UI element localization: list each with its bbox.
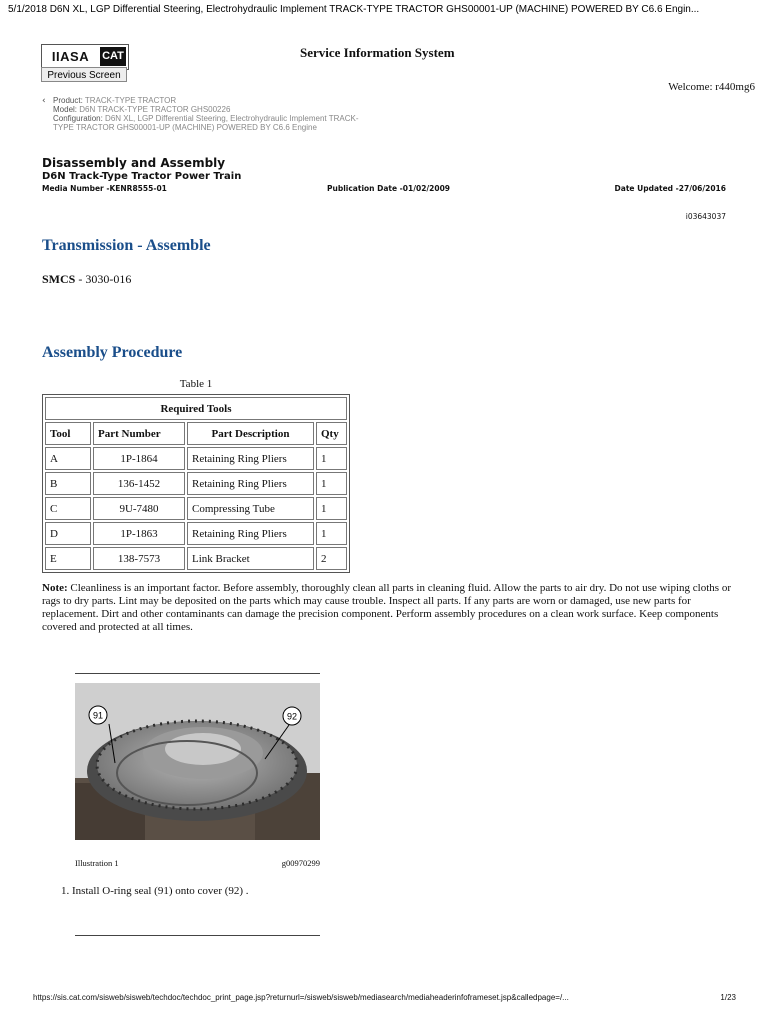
site-title: Service Information System [300,45,455,60]
table-row [45,447,347,470]
breadcrumb [42,96,362,132]
section-title: Transmission - Assemble [42,237,211,254]
illustration-id: g00970299 [281,858,320,868]
previous-screen-button[interactable]: Previous Screen [41,67,127,82]
illustration-photo [75,683,320,840]
table-row [45,497,347,520]
qty-cell: 1 [316,472,347,495]
cleanliness-note [42,582,732,634]
table-title: Required Tools [45,397,347,420]
tool-cell: C [45,497,91,520]
column-header: Part Number [93,422,185,445]
procedure-steps [42,885,472,897]
document-subheading: D6N Track-Type Tractor Power Train [42,171,242,182]
iiasa-logo-text: IIASA [51,49,90,64]
procedure-title: Assembly Procedure [42,344,183,361]
part-description-cell: Compressing Tube [187,497,314,520]
required-tools-table [42,394,350,573]
cat-logo: CAT [100,47,126,66]
model-label: Model: [53,105,78,114]
configuration-value: D6N XL, LGP Differential Steering, Electrohydraulic Implement TRACK-TYPE TRACTOR GHS00001-UP (MACHINE) POWERED BY C6.6 Engine [53,114,359,132]
part-description-cell: Retaining Ring Pliers [187,472,314,495]
table-caption: Table 1 [179,378,213,390]
qty-cell: 1 [316,497,347,520]
smcs-label: SMCS [42,272,76,286]
model-value: D6N TRACK-TYPE TRACTOR GHS00226 [79,105,231,114]
divider [75,935,320,936]
document-id: i03643037 [685,212,726,221]
procedure-step: 1. Install O-ring seal (91) onto cover (92) . [72,885,472,897]
table-row [45,522,347,545]
part-description-cell: Link Bracket [187,547,314,570]
page-number: 1/23 [720,993,736,1002]
part-number-cell: 1P-1864 [93,447,185,470]
column-header: Qty [316,422,347,445]
table-row [45,547,347,570]
qty-cell: 1 [316,447,347,470]
configuration-label: Configuration: [53,114,103,123]
illustration-label: Illustration 1 [75,858,119,868]
part-number-cell: 9U-7480 [93,497,185,520]
date-updated: Date Updated -27/06/2016 [614,184,726,193]
document-heading: Disassembly and Assembly [42,156,226,170]
column-header: Part Description [187,422,314,445]
part-description-cell: Retaining Ring Pliers [187,447,314,470]
tool-cell: A [45,447,91,470]
print-header: 5/1/2018 D6N XL, LGP Differential Steering, Electrohydraulic Implement TRACK-TYPE TRACTOR GHS00001-UP (MACHINE) POWERED BY C6.6 Engin... [8,4,700,15]
footer-url: https://sis.cat.com/sisweb/sisweb/techdoc/techdoc_print_page.jsp?returnurl=/sisweb/sisweb/mediasearch/mediaheaderinfoframeset.jsp&calledpage=/... [33,993,569,1002]
qty-cell: 2 [316,547,347,570]
part-number-cell: 138-7573 [93,547,185,570]
publication-date: Publication Date -01/02/2009 [327,184,451,193]
smcs-code [42,272,131,287]
table-header-row [45,422,347,445]
column-header: Tool [45,422,91,445]
callout-91: 91 [92,710,104,721]
table-row [45,472,347,495]
part-number-cell: 1P-1863 [93,522,185,545]
product-label: Product: [53,96,83,105]
qty-cell: 1 [316,522,347,545]
part-number-cell: 136-1452 [93,472,185,495]
part-description-cell: Retaining Ring Pliers [187,522,314,545]
divider [75,673,320,674]
tool-cell: B [45,472,91,495]
welcome-text: Welcome: r440mg6 [668,81,755,93]
tool-cell: D [45,522,91,545]
product-value: TRACK-TYPE TRACTOR [84,96,177,105]
smcs-value: - 3030-016 [75,272,132,286]
media-number: Media Number -KENR8555-01 [42,184,167,193]
note-label: Note: [42,582,68,594]
tool-cell: E [45,547,91,570]
callout-92: 92 [286,711,298,722]
chevron-left-icon[interactable]: ‹ [42,96,46,106]
note-text: Cleanliness is an important factor. Before assembly, thoroughly clean all parts in cleaning fluid. Allow the parts to air dry. Do not use wiping cloths or rags to dry parts. Lint may be deposited on the parts which may cause trouble. Inspect all parts. If any parts are worn or damaged, use new parts for replacement. Dirt and other contaminants can damage the precision component. Perform assembly procedures on a clean work surface. Keep components covered and protected at all times. [42,582,731,633]
